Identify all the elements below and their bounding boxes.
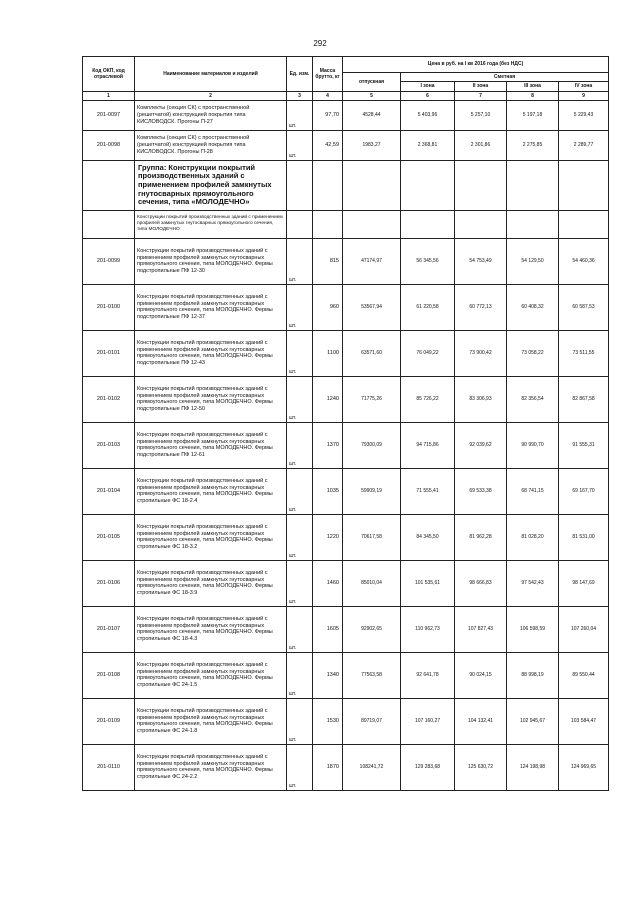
price-zone-4: 124 969,65 bbox=[559, 744, 609, 790]
price-zone-1: 92 641,78 bbox=[401, 652, 455, 698]
header-zone: III зона bbox=[507, 82, 559, 91]
price-zone-1: 107 160,27 bbox=[401, 698, 455, 744]
table-row bbox=[83, 560, 609, 606]
price-zone-4: 54 460,36 bbox=[559, 238, 609, 284]
item-code: 201-0108 bbox=[83, 652, 135, 698]
empty-cell bbox=[287, 210, 313, 238]
header-unit: Ед. изм. bbox=[287, 57, 313, 92]
price-zone-4: 5 229,43 bbox=[559, 100, 609, 130]
table-row bbox=[83, 376, 609, 422]
item-code: 201-0107 bbox=[83, 606, 135, 652]
price-zone-4: 91 555,31 bbox=[559, 422, 609, 468]
col-number: 2 bbox=[135, 91, 287, 100]
item-name: Конструкции покрытий производственных зданий с применением профилей замкнутых гнутосварных прямоугольного сечения, типа МОЛОДЕЧНО. Фермы стропильные ФС 24-2.2 bbox=[135, 744, 287, 790]
item-code: 201-0100 bbox=[83, 284, 135, 330]
empty-cell bbox=[313, 210, 343, 238]
price-release: 77563,58 bbox=[343, 652, 401, 698]
price-release: 70617,58 bbox=[343, 514, 401, 560]
price-zone-3: 68 741,15 bbox=[507, 468, 559, 514]
col-number: 4 bbox=[313, 91, 343, 100]
price-zone-3: 88 998,19 bbox=[507, 652, 559, 698]
table-row bbox=[83, 468, 609, 514]
price-zone-1: 110 962,73 bbox=[401, 606, 455, 652]
group-title: Группа: Конструкции покрытий производственных зданий с применением профилей замкнутых гнутосварных прямоугольного сечения, типа «МОЛОДЕЧНО» bbox=[135, 160, 287, 210]
price-zone-1: 61 220,58 bbox=[401, 284, 455, 330]
empty-cell bbox=[455, 210, 507, 238]
price-release: 71775,26 bbox=[343, 376, 401, 422]
header-price-title: Цена в руб. на I кв 2016 года (без НДС) bbox=[343, 57, 609, 73]
empty-cell bbox=[455, 160, 507, 210]
item-mass: 960 bbox=[313, 284, 343, 330]
empty-cell bbox=[343, 210, 401, 238]
price-zone-4: 98 147,69 bbox=[559, 560, 609, 606]
column-numbers-row bbox=[83, 91, 609, 100]
item-code: 201-0099 bbox=[83, 238, 135, 284]
item-name: Конструкции покрытий производственных зданий с применением профилей замкнутых гнутосварных прямоугольного сечения, типа МОЛОДЕЧНО. Фермы стропильные ФС 24-1.8 bbox=[135, 698, 287, 744]
item-code: 201-0098 bbox=[83, 130, 135, 160]
item-name: Конструкции покрытий производственных зданий с применением профилей замкнутых гнутосварных прямоугольного сечения, типа МОЛОДЕЧНО. Фермы стропильные ФС 18-3.2 bbox=[135, 514, 287, 560]
item-code: 201-0097 bbox=[83, 100, 135, 130]
table-row bbox=[83, 652, 609, 698]
price-zone-3: 106 598,59 bbox=[507, 606, 559, 652]
item-mass: 1340 bbox=[313, 652, 343, 698]
col-number: 7 bbox=[455, 91, 507, 100]
price-zone-3: 124 198,98 bbox=[507, 744, 559, 790]
item-name: Конструкции покрытий производственных зданий с применением профилей замкнутых гнутосварных прямоугольного сечения, типа МОЛОДЕЧНО. Фермы стропильные ФС 18-2.4 bbox=[135, 468, 287, 514]
price-release: 89719,07 bbox=[343, 698, 401, 744]
item-name: Конструкции покрытий производственных зданий с применением профилей замкнутых гнутосварных прямоугольного сечения, типа МОЛОДЕЧНО. Фермы подстропильные ПФ 12-37 bbox=[135, 284, 287, 330]
item-unit: шт. bbox=[287, 514, 313, 560]
price-zone-1: 129 283,68 bbox=[401, 744, 455, 790]
item-unit: шт. bbox=[287, 330, 313, 376]
item-name: Конструкции покрытий производственных зданий с применением профилей замкнутых гнутосварных прямоугольного сечения, типа МОЛОДЕЧНО. Фермы стропильные ФС 24-1.5 bbox=[135, 652, 287, 698]
empty-cell bbox=[343, 160, 401, 210]
price-zone-3: 2 275,85 bbox=[507, 130, 559, 160]
table-row bbox=[83, 606, 609, 652]
table-row bbox=[83, 130, 609, 160]
item-unit: шт. bbox=[287, 698, 313, 744]
price-zone-4: 81 531,00 bbox=[559, 514, 609, 560]
price-zone-3: 82 356,54 bbox=[507, 376, 559, 422]
item-name: Конструкции покрытий производственных зданий с применением профилей замкнутых гнутосварных прямоугольного сечения, типа МОЛОДЕЧНО. Фермы подстропильные ПФ 12-61 bbox=[135, 422, 287, 468]
price-zone-4: 103 584,47 bbox=[559, 698, 609, 744]
table-row bbox=[83, 100, 609, 130]
price-zone-2: 83 306,93 bbox=[455, 376, 507, 422]
item-unit: шт. bbox=[287, 422, 313, 468]
group-row bbox=[83, 160, 609, 210]
col-number: 5 bbox=[343, 91, 401, 100]
item-code: 201-0109 bbox=[83, 698, 135, 744]
empty-cell bbox=[559, 160, 609, 210]
subgroup-title: Конструкции покрытий производственных зданий с применением профилей замкнутых гнутосварных прямоугольного сечения, типа МОЛОДЕЧНО bbox=[135, 210, 287, 238]
empty-cell bbox=[401, 160, 455, 210]
price-table-body bbox=[83, 57, 609, 791]
header-zone: IV зона bbox=[559, 82, 609, 91]
empty-cell bbox=[559, 210, 609, 238]
empty-cell bbox=[507, 160, 559, 210]
price-zone-3: 102 945,67 bbox=[507, 698, 559, 744]
header-zone: II зона bbox=[455, 82, 507, 91]
price-zone-3: 97 542,43 bbox=[507, 560, 559, 606]
price-zone-2: 5 257,10 bbox=[455, 100, 507, 130]
price-zone-2: 60 772,13 bbox=[455, 284, 507, 330]
price-zone-2: 104 132,41 bbox=[455, 698, 507, 744]
subgroup-row bbox=[83, 210, 609, 238]
item-name: Комплекты (секция СК) с пространственной (решетчатой) конструкцией покрытия типа КИСЛОВОДСК. Прогоны П-27 bbox=[135, 100, 287, 130]
item-mass: 1605 bbox=[313, 606, 343, 652]
price-zone-1: 56 345,56 bbox=[401, 238, 455, 284]
price-zone-2: 90 024,15 bbox=[455, 652, 507, 698]
item-name: Комплекты (секция СК) с пространственной (решетчатой) конструкцией покрытия типа КИСЛОВОДСК. Прогоны П-28 bbox=[135, 130, 287, 160]
col-number: 1 bbox=[83, 91, 135, 100]
col-number: 9 bbox=[559, 91, 609, 100]
col-number: 3 bbox=[287, 91, 313, 100]
item-mass: 1240 bbox=[313, 376, 343, 422]
item-code: 201-0105 bbox=[83, 514, 135, 560]
price-zone-3: 81 028,20 bbox=[507, 514, 559, 560]
price-zone-2: 107 827,43 bbox=[455, 606, 507, 652]
item-unit: шт. bbox=[287, 376, 313, 422]
item-mass: 1100 bbox=[313, 330, 343, 376]
price-zone-4: 89 550,44 bbox=[559, 652, 609, 698]
table-row bbox=[83, 422, 609, 468]
table-row bbox=[83, 514, 609, 560]
price-zone-4: 69 167,70 bbox=[559, 468, 609, 514]
price-release: 79300,09 bbox=[343, 422, 401, 468]
empty-cell bbox=[401, 210, 455, 238]
price-zone-2: 92 039,62 bbox=[455, 422, 507, 468]
item-code: 201-0110 bbox=[83, 744, 135, 790]
item-unit: шт. bbox=[287, 284, 313, 330]
table-row bbox=[83, 330, 609, 376]
item-name: Конструкции покрытий производственных зданий с применением профилей замкнутых гнутосварных прямоугольного сечения, типа МОЛОДЕЧНО. Фермы подстропильные ПФ 12-30 bbox=[135, 238, 287, 284]
price-zone-4: 2 289,77 bbox=[559, 130, 609, 160]
price-zone-1: 76 049,22 bbox=[401, 330, 455, 376]
item-name: Конструкции покрытий производственных зданий с применением профилей замкнутых гнутосварных прямоугольного сечения, типа МОЛОДЕЧНО. Фермы стропильные ФС 18-3.9 bbox=[135, 560, 287, 606]
item-name: Конструкции покрытий производственных зданий с применением профилей замкнутых гнутосварных прямоугольного сечения, типа МОЛОДЕЧНО. Фермы подстропильные ПФ 12-50 bbox=[135, 376, 287, 422]
price-release: 1983,27 bbox=[343, 130, 401, 160]
item-mass: 42,59 bbox=[313, 130, 343, 160]
item-mass: 1460 bbox=[313, 560, 343, 606]
price-zone-1: 94 715,86 bbox=[401, 422, 455, 468]
price-zone-2: 73 900,42 bbox=[455, 330, 507, 376]
table-row bbox=[83, 238, 609, 284]
price-zone-3: 54 129,50 bbox=[507, 238, 559, 284]
item-unit: шт. bbox=[287, 468, 313, 514]
price-zone-2: 98 666,83 bbox=[455, 560, 507, 606]
page-number: 292 bbox=[313, 39, 327, 48]
price-zone-1: 101 535,61 bbox=[401, 560, 455, 606]
price-zone-1: 5 403,96 bbox=[401, 100, 455, 130]
item-code: 201-0104 bbox=[83, 468, 135, 514]
price-release: 92902,65 bbox=[343, 606, 401, 652]
price-zone-3: 73 058,22 bbox=[507, 330, 559, 376]
col-number: 8 bbox=[507, 91, 559, 100]
item-name: Конструкции покрытий производственных зданий с применением профилей замкнутых гнутосварных прямоугольного сечения, типа МОЛОДЕЧНО. Фермы подстропильные ПФ 12-43 bbox=[135, 330, 287, 376]
price-release: 85010,04 bbox=[343, 560, 401, 606]
price-release: 59909,19 bbox=[343, 468, 401, 514]
price-zone-2: 54 753,49 bbox=[455, 238, 507, 284]
header-release: отпускная bbox=[343, 73, 401, 92]
col-number: 6 bbox=[401, 91, 455, 100]
item-code: 201-0106 bbox=[83, 560, 135, 606]
empty-cell bbox=[507, 210, 559, 238]
item-unit: шт. bbox=[287, 130, 313, 160]
price-release: 63571,60 bbox=[343, 330, 401, 376]
header-mass: Масса брутто, кг bbox=[313, 57, 343, 92]
price-zone-3: 60 408,32 bbox=[507, 284, 559, 330]
item-code: 201-0103 bbox=[83, 422, 135, 468]
price-zone-1: 2 368,81 bbox=[401, 130, 455, 160]
item-mass: 97,70 bbox=[313, 100, 343, 130]
group-code-empty bbox=[83, 160, 135, 210]
price-zone-1: 84 345,50 bbox=[401, 514, 455, 560]
item-unit: шт. bbox=[287, 744, 313, 790]
price-zone-4: 107 260,04 bbox=[559, 606, 609, 652]
empty-cell bbox=[287, 160, 313, 210]
price-zone-4: 73 511,55 bbox=[559, 330, 609, 376]
price-zone-4: 82 867,58 bbox=[559, 376, 609, 422]
item-unit: шт. bbox=[287, 560, 313, 606]
subgroup-code-empty bbox=[83, 210, 135, 238]
item-unit: шт. bbox=[287, 100, 313, 130]
header-row bbox=[83, 57, 609, 73]
price-release: 47174,97 bbox=[343, 238, 401, 284]
price-release: 53567,94 bbox=[343, 284, 401, 330]
empty-cell bbox=[313, 160, 343, 210]
item-unit: шт. bbox=[287, 606, 313, 652]
item-mass: 1035 bbox=[313, 468, 343, 514]
price-release: 4528,44 bbox=[343, 100, 401, 130]
item-mass: 1220 bbox=[313, 514, 343, 560]
price-zone-1: 85 726,22 bbox=[401, 376, 455, 422]
item-code: 201-0101 bbox=[83, 330, 135, 376]
item-unit: шт. bbox=[287, 238, 313, 284]
item-mass: 1530 bbox=[313, 698, 343, 744]
header-estimate: Сметная bbox=[401, 73, 609, 82]
price-release: 108241,72 bbox=[343, 744, 401, 790]
price-zone-1: 71 555,41 bbox=[401, 468, 455, 514]
price-zone-3: 5 197,18 bbox=[507, 100, 559, 130]
price-zone-4: 60 587,53 bbox=[559, 284, 609, 330]
table-row bbox=[83, 744, 609, 790]
price-zone-2: 81 962,28 bbox=[455, 514, 507, 560]
price-zone-2: 69 533,38 bbox=[455, 468, 507, 514]
price-zone-2: 2 301,86 bbox=[455, 130, 507, 160]
table-row bbox=[83, 698, 609, 744]
price-zone-2: 125 630,72 bbox=[455, 744, 507, 790]
price-zone-3: 90 990,70 bbox=[507, 422, 559, 468]
table-row bbox=[83, 284, 609, 330]
price-table bbox=[82, 56, 609, 791]
item-mass: 815 bbox=[313, 238, 343, 284]
item-unit: шт. bbox=[287, 652, 313, 698]
item-code: 201-0102 bbox=[83, 376, 135, 422]
header-name: Наименование материалов и изделий bbox=[135, 57, 287, 92]
item-mass: 1870 bbox=[313, 744, 343, 790]
header-code: Код ОКП, код отраслевой bbox=[83, 57, 135, 92]
header-zone: I зона bbox=[401, 82, 455, 91]
item-mass: 1370 bbox=[313, 422, 343, 468]
item-name: Конструкции покрытий производственных зданий с применением профилей замкнутых гнутосварных прямоугольного сечения, типа МОЛОДЕЧНО. Фермы стропильные ФС 18-4.3 bbox=[135, 606, 287, 652]
